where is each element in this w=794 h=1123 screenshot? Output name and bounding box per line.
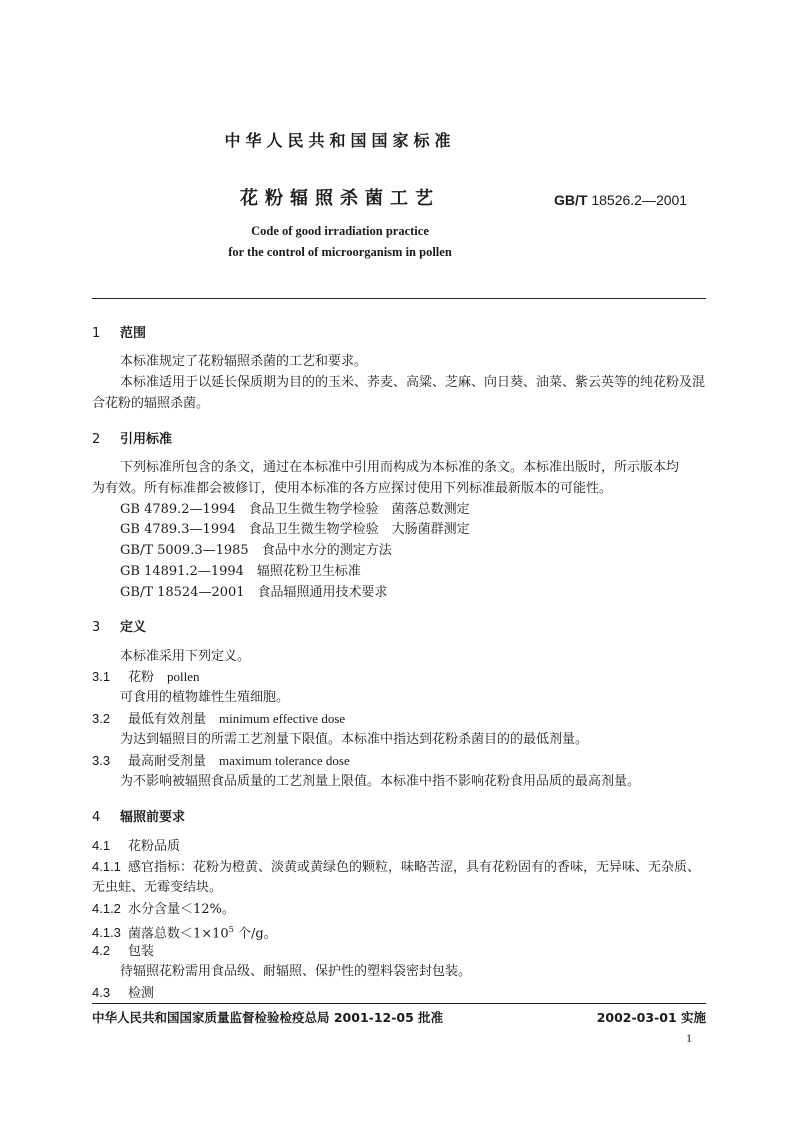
clause-4-2 xyxy=(92,941,154,962)
exponent: 5 xyxy=(228,925,234,934)
definition-3-3 xyxy=(92,751,350,772)
paragraph-continuation: 无虫蛀、无霉变结块。 xyxy=(92,880,223,895)
definition-3-1 xyxy=(92,667,200,688)
clause-number: 4.3 xyxy=(92,985,111,1000)
reference-item: GB 4789.2—1994 食品卫生微生物学检验 菌落总数测定 xyxy=(120,502,470,517)
term-en: pollen xyxy=(167,669,200,684)
section-4-heading xyxy=(92,806,185,825)
header-divider xyxy=(92,298,706,299)
definition-text: 为达到辐照目的所需工艺剂量下限值。本标准中指达到花粉杀菌目的的最低剂量。 xyxy=(120,732,589,747)
clause-text: 菌落总数＜1×10 xyxy=(128,926,229,942)
paragraph: 本标准采用下列定义。 xyxy=(120,649,251,664)
clause-text: 水分含量＜12%。 xyxy=(128,902,235,917)
clause-4-3 xyxy=(92,983,154,1004)
clause-text-unit: 个/g。 xyxy=(233,926,277,942)
reference-item: GB 4789.3—1994 食品卫生微生物学检验 大肠菌群测定 xyxy=(120,522,470,537)
term: 花粉 xyxy=(128,670,155,685)
standard-title-en-line1: Code of good irradiation practice xyxy=(251,224,429,238)
paragraph: 待辐照花粉需用食品级、耐辐照、保护性的塑料袋密封包装。 xyxy=(120,964,472,979)
page-number: 1 xyxy=(686,1031,692,1045)
clause-number: 4.1 xyxy=(92,838,111,853)
code-number: 18526.2—2001 xyxy=(591,192,688,208)
reference-item: GB/T 18524—2001 食品辐照通用技术要求 xyxy=(120,585,388,600)
paragraph: 下列标准所包含的条文，通过在本标准中引用而构成为本标准的条文。本标准出版时，所示版本均 xyxy=(120,460,680,475)
clause-number: 4.2 xyxy=(92,943,111,958)
section-number: 1 xyxy=(92,326,101,341)
clause-title: 花粉品质 xyxy=(128,839,181,854)
term-en: maximum tolerance dose xyxy=(219,753,350,768)
term: 最低有效剂量 xyxy=(128,712,207,727)
standard-title-en-line2: for the control of microorganism in pollen xyxy=(228,245,452,259)
section-title: 辐照前要求 xyxy=(120,810,186,825)
clause-number: 3.1 xyxy=(92,669,111,684)
clause-title: 检测 xyxy=(128,986,155,1001)
definition-text: 为不影响被辐照食品质量的工艺剂量上限值。本标准中指不影响花粉食用品质的最高剂量。 xyxy=(120,774,641,789)
section-2-heading xyxy=(92,428,172,447)
paragraph-continuation: 合花粉的辐照杀菌。 xyxy=(92,396,210,411)
clause-title: 包装 xyxy=(128,944,155,959)
approval-statement: 中华人民共和国国家质量监督检验检疫总局 2001-12-05 批准 xyxy=(92,1010,444,1025)
section-number: 2 xyxy=(92,432,101,447)
clause-4-1-1 xyxy=(92,857,700,878)
clause-text: 感官指标：花粉为橙黄、淡黄或黄绿色的颗粒，味略苦涩，具有花粉固有的香味，无异味、无杂质、 xyxy=(128,860,701,875)
section-number: 3 xyxy=(92,620,101,635)
section-title: 范围 xyxy=(120,326,147,341)
term: 最高耐受剂量 xyxy=(128,754,207,769)
section-title: 引用标准 xyxy=(120,432,173,447)
section-3-heading xyxy=(92,616,146,635)
footer-divider xyxy=(92,1003,706,1004)
clause-number: 3.3 xyxy=(92,753,111,768)
clause-4-1-2 xyxy=(92,899,235,920)
term-en: minimum effective dose xyxy=(219,711,346,726)
definition-3-2 xyxy=(92,709,345,730)
standard-title-cn: 花粉辐照杀菌工艺 xyxy=(240,188,440,209)
definition-text: 可食用的植物雄性生殖细胞。 xyxy=(120,690,290,705)
reference-item: GB 14891.2—1994 辐照花粉卫生标准 xyxy=(120,564,361,579)
section-1-heading xyxy=(92,322,146,341)
clause-number: 4.1.3 xyxy=(92,925,121,941)
clause-number: 3.2 xyxy=(92,711,111,726)
clause-4-1 xyxy=(92,836,180,857)
standard-code xyxy=(554,192,687,208)
clause-number: 4.1.1 xyxy=(92,859,121,874)
section-number: 4 xyxy=(92,810,101,825)
code-prefix: GB/T xyxy=(554,192,588,208)
section-title: 定义 xyxy=(120,620,147,635)
implementation-date: 2002-03-01 实施 xyxy=(596,1010,706,1025)
reference-item: GB/T 5009.3—1985 食品中水分的测定方法 xyxy=(120,543,392,558)
clause-number: 4.1.2 xyxy=(92,901,121,916)
paragraph: 本标准规定了花粉辐照杀菌的工艺和要求。 xyxy=(120,354,368,369)
paragraph: 本标准适用于以延长保质期为目的的玉米、荞麦、高粱、芝麻、向日葵、油菜、紫云英等的纯花粉及混 xyxy=(120,375,706,390)
paragraph-continuation: 为有效。所有标准都会被修订，使用本标准的各方应探讨使用下列标准最新版本的可能性。 xyxy=(92,481,613,496)
national-standard-heading: 中华人民共和国国家标准 xyxy=(224,131,456,150)
